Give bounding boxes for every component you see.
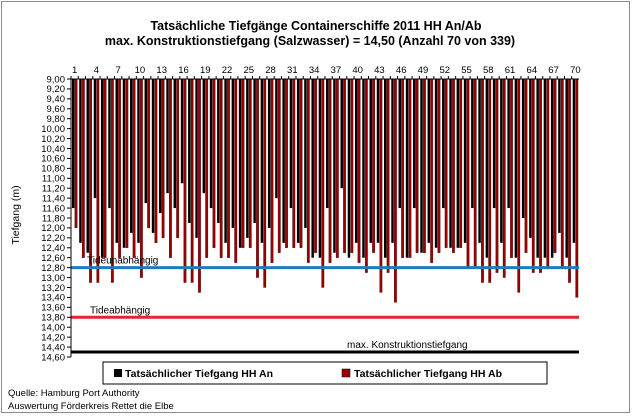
- bar-ab-57: [481, 79, 483, 283]
- bar-ab-33: [307, 79, 309, 263]
- y-tick-label: 11,60: [41, 203, 65, 215]
- reference-lines-group: [71, 256, 579, 352]
- chart-title-line1: Tatsächliche Tiefgänge Containerschiffe 2011 HH An/Ab: [150, 19, 482, 33]
- bar-ab-27: [264, 79, 266, 288]
- bar-ab-2: [82, 79, 84, 258]
- bar-ab-48: [416, 79, 418, 253]
- bar-ab-19: [205, 79, 207, 258]
- refline-label-tideunabhaengig: Tideunabhängig: [87, 255, 159, 267]
- bar-an-33: [304, 79, 306, 228]
- bar-an-17: [188, 79, 190, 223]
- bar-ab-14: [169, 79, 171, 258]
- x-tick-label: 7: [115, 65, 121, 76]
- bar-an-31: [290, 79, 292, 208]
- y-tick-label: 10,20: [41, 133, 65, 145]
- x-tick-label: 43: [374, 65, 385, 76]
- x-tick-label: 19: [199, 65, 211, 76]
- bar-an-36: [326, 79, 328, 208]
- x-tick-label: 1: [71, 65, 78, 76]
- bar-an-44: [384, 79, 386, 258]
- y-tick-label: 12,20: [41, 233, 65, 245]
- bar-an-45: [391, 79, 393, 243]
- bar-an-23: [232, 79, 234, 228]
- x-tick-label: 61: [504, 65, 516, 76]
- bar-an-46: [399, 79, 401, 208]
- bar-an-7: [116, 79, 118, 243]
- bar-ab-35: [322, 79, 324, 288]
- bar-ab-4: [97, 79, 99, 283]
- bar-ab-32: [300, 79, 302, 248]
- x-tick-label: 70: [570, 65, 581, 76]
- bar-ab-69: [568, 79, 570, 283]
- bar-ab-53: [452, 79, 454, 253]
- bar-ab-12: [155, 79, 157, 243]
- bar-an-9: [130, 79, 132, 233]
- bar-an-42: [370, 79, 372, 243]
- bar-an-59: [493, 79, 495, 208]
- bar-ab-5: [104, 79, 106, 258]
- y-tick-label: 13,20: [41, 282, 65, 294]
- bar-an-21: [217, 79, 219, 223]
- bar-an-55: [464, 79, 466, 243]
- bar-ab-56: [474, 79, 476, 268]
- x-tick-label: 64: [526, 65, 538, 76]
- bar-an-16: [181, 79, 183, 183]
- bar-an-51: [435, 79, 437, 248]
- y-tick-label: 10,00: [41, 123, 65, 135]
- x-tick-label: 28: [265, 65, 276, 76]
- y-tick-label: 9,60: [46, 104, 65, 116]
- bar-ab-65: [539, 79, 541, 273]
- bar-ab-40: [358, 79, 360, 263]
- bar-an-20: [210, 79, 212, 208]
- bar-an-68: [558, 79, 560, 233]
- bar-an-8: [123, 79, 125, 248]
- bar-ab-3: [89, 79, 91, 283]
- x-tick-label: 40: [352, 65, 363, 76]
- bar-ab-43: [380, 79, 382, 292]
- y-tick-label: 13,40: [41, 292, 65, 304]
- bar-an-66: [544, 79, 546, 258]
- bar-ab-41: [365, 79, 367, 273]
- bar-an-64: [529, 79, 531, 238]
- x-tick-label: 52: [439, 65, 451, 76]
- source-line-1: Quelle: Hamburg Port Authority: [8, 388, 140, 399]
- bar-ab-7: [118, 79, 120, 258]
- bar-ab-49: [423, 79, 425, 253]
- bar-ab-26: [256, 79, 258, 278]
- y-tick-label: 14,00: [41, 322, 65, 334]
- bar-ab-13: [162, 79, 164, 238]
- bar-an-11: [145, 79, 147, 203]
- bar-an-28: [268, 79, 270, 228]
- bar-an-47: [406, 79, 408, 258]
- x-tick-label: 31: [287, 65, 298, 76]
- x-tick-label: 55: [461, 65, 472, 76]
- x-tick-label: 16: [178, 65, 189, 76]
- bar-an-41: [362, 79, 364, 258]
- bar-an-14: [166, 79, 168, 193]
- bar-ab-42: [372, 79, 374, 253]
- legend-label-an: Tatsächlicher Tiefgang HH An: [125, 368, 273, 380]
- y-tick-label: 9,80: [46, 114, 65, 126]
- legend-swatch-an: [114, 369, 122, 377]
- bar-ab-54: [459, 79, 461, 248]
- x-tick-label: 25: [243, 65, 255, 76]
- bar-ab-55: [467, 79, 469, 268]
- chart-title-line2: max. Konstruktionstiefgang (Salzwasser) = 14,50 (Anzahl 70 von 339): [104, 34, 516, 48]
- x-tick-label: 10: [134, 65, 146, 76]
- bar-ab-23: [234, 79, 236, 263]
- bar-an-34: [311, 79, 313, 258]
- bar-an-62: [515, 79, 517, 258]
- x-tick-label: 4: [93, 65, 100, 76]
- y-tick-label: 9,20: [46, 84, 65, 96]
- bar-an-2: [79, 79, 81, 243]
- x-tick-label: 67: [548, 65, 559, 76]
- bar-an-67: [551, 79, 553, 258]
- bar-an-40: [355, 79, 357, 243]
- legend-label-ab: Tatsächlicher Tiefgang HH Ab: [354, 368, 502, 380]
- bar-ab-10: [140, 79, 142, 278]
- bar-an-24: [239, 79, 241, 248]
- bar-an-69: [565, 79, 567, 258]
- refline-label-tideabhaengig: Tideabhängig: [90, 305, 151, 317]
- chart-frame: [1, 1, 630, 413]
- bar-ab-17: [191, 79, 193, 283]
- bar-ab-25: [249, 79, 251, 248]
- x-tick-label: 13: [156, 65, 167, 76]
- y-tick-label: 13,60: [41, 302, 65, 314]
- bar-an-65: [536, 79, 538, 258]
- bar-ab-16: [184, 79, 186, 283]
- bar-ab-20: [213, 79, 215, 248]
- bar-an-18: [195, 79, 197, 238]
- bar-ab-39: [351, 79, 353, 253]
- bar-ab-58: [488, 79, 490, 283]
- bar-ab-36: [329, 79, 331, 263]
- bar-an-37: [333, 79, 335, 253]
- x-tick-label: 34: [308, 65, 320, 76]
- y-tick-label: 13,80: [41, 312, 65, 324]
- bar-ab-6: [111, 79, 113, 283]
- bar-ab-61: [510, 79, 512, 258]
- bar-ab-9: [133, 79, 135, 258]
- y-tick-label: 12,40: [41, 243, 65, 255]
- y-tick-label: 11,80: [41, 213, 65, 225]
- y-tick-label: 11,20: [41, 183, 65, 195]
- y-tick-label: 11,00: [41, 173, 65, 185]
- bar-an-49: [420, 79, 422, 253]
- x-tick-label: 49: [417, 65, 429, 76]
- bar-an-19: [203, 79, 205, 193]
- bar-an-53: [449, 79, 451, 248]
- bar-ab-66: [547, 79, 549, 268]
- bar-ab-68: [561, 79, 563, 268]
- bar-ab-64: [532, 79, 534, 273]
- y-axis-label: Tiefgang (m): [10, 185, 22, 245]
- bar-ab-28: [271, 79, 273, 263]
- bar-an-54: [457, 79, 459, 248]
- bar-an-61: [507, 79, 509, 208]
- y-tick-label: 10,60: [41, 153, 65, 165]
- bar-ab-47: [409, 79, 411, 258]
- x-tick-label: 58: [483, 65, 494, 76]
- bar-ab-37: [336, 79, 338, 258]
- y-tick-label: 11,40: [41, 193, 65, 205]
- y-tick-label: 12,80: [41, 262, 65, 274]
- bar-ab-1: [75, 79, 77, 228]
- bar-an-12: [152, 79, 154, 233]
- bar-ab-50: [430, 79, 432, 263]
- bar-an-3: [86, 79, 88, 253]
- bar-ab-62: [518, 79, 520, 292]
- x-tick-label: 37: [330, 65, 342, 76]
- bar-an-29: [275, 79, 277, 198]
- bar-ab-21: [220, 79, 222, 258]
- bar-ab-60: [503, 79, 505, 278]
- bar-ab-15: [176, 79, 178, 238]
- bar-an-48: [413, 79, 415, 208]
- y-tick-label: 10,40: [41, 143, 65, 155]
- y-tick-label: 14,40: [41, 342, 65, 354]
- bar-ab-24: [242, 79, 244, 248]
- y-tick-label: 12,60: [41, 253, 65, 265]
- bar-an-13: [159, 79, 161, 213]
- bar-an-15: [174, 79, 176, 208]
- bar-an-30: [282, 79, 284, 243]
- x-tick-label: 46: [395, 65, 407, 76]
- bar-an-38: [340, 79, 342, 188]
- bar-an-60: [500, 79, 502, 243]
- legend-swatch-ab: [342, 369, 350, 377]
- bar-ab-8: [126, 79, 128, 248]
- bar-an-6: [108, 79, 110, 208]
- bar-ab-34: [314, 79, 316, 253]
- bar-ab-63: [525, 79, 527, 253]
- y-tick-label: 10,80: [41, 163, 65, 175]
- bar-an-26: [253, 79, 255, 223]
- y-tick-label: 14,60: [41, 352, 65, 364]
- y-tick-label: 14,20: [41, 332, 65, 344]
- bar-ab-18: [198, 79, 200, 292]
- bar-an-50: [428, 79, 430, 243]
- bar-ab-31: [293, 79, 295, 248]
- chart-svg: [2, 2, 631, 414]
- bar-an-58: [486, 79, 488, 258]
- bar-ab-46: [401, 79, 403, 258]
- bar-an-1: [72, 79, 74, 208]
- y-tick-label: 9,40: [46, 94, 65, 106]
- legend: [103, 362, 547, 384]
- bar-an-32: [297, 79, 299, 243]
- bar-ab-70: [576, 79, 578, 297]
- y-tick-label: 12,00: [41, 223, 65, 235]
- bar-ab-59: [496, 79, 498, 273]
- bar-an-39: [348, 79, 350, 258]
- x-tick-label: 22: [221, 65, 233, 76]
- bar-ab-44: [387, 79, 389, 273]
- bar-an-56: [471, 79, 473, 208]
- bar-an-10: [137, 79, 139, 243]
- y-tick-label: 9,00: [46, 74, 65, 86]
- bar-an-70: [573, 79, 575, 243]
- bar-an-43: [377, 79, 379, 243]
- refline-label-max-konstruktionstiefgang: max. Konstruktionstiefgang: [347, 340, 468, 352]
- bar-an-57: [478, 79, 480, 243]
- bar-ab-29: [278, 79, 280, 253]
- bar-an-22: [224, 79, 226, 243]
- bar-ab-52: [445, 79, 447, 248]
- bar-an-4: [94, 79, 96, 198]
- y-tick-label: 13,00: [41, 272, 65, 284]
- bar-an-52: [442, 79, 444, 208]
- bar-an-25: [246, 79, 248, 238]
- bar-ab-38: [343, 79, 345, 253]
- bar-ab-30: [285, 79, 287, 248]
- bar-ab-22: [227, 79, 229, 258]
- bar-an-35: [319, 79, 321, 258]
- bar-ab-67: [554, 79, 556, 253]
- bar-ab-51: [438, 79, 440, 253]
- bar-an-27: [261, 79, 263, 243]
- bar-an-63: [522, 79, 524, 218]
- bar-an-5: [101, 79, 103, 258]
- source-line-2: Auswertung Förderkreis Rettet die Elbe: [8, 401, 174, 412]
- bar-ab-11: [147, 79, 149, 228]
